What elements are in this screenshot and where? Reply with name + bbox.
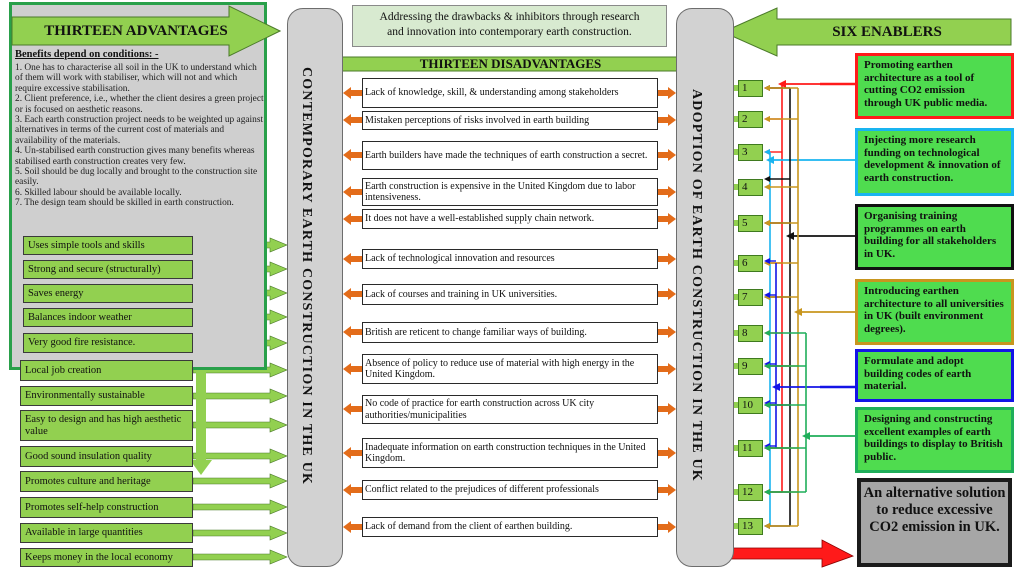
right-arrow-icon (193, 389, 287, 403)
right-arrow-icon (193, 500, 287, 514)
disadvantage-item: Earth construction is expensive in the United Kingdom due to labor intensiveness. (362, 178, 658, 206)
right-arrow-icon (658, 326, 676, 338)
left-arrow-icon (343, 114, 362, 126)
left-arrow-icon (343, 149, 362, 161)
condition-item: 6. Skilled labour should be available locally. (15, 187, 182, 198)
right-arrow-icon (658, 253, 676, 265)
enabler-building-codes: Formulate and adopt building codes of earth material. (855, 349, 1014, 402)
condition-item: 4. Un-stabilised earth construction gives many benefits whereas stabilised earth construction creates very few. (15, 146, 255, 167)
enabler-number-box: 6 (738, 255, 763, 272)
advantage-item: Local job creation (20, 360, 193, 381)
left-arrow-icon (343, 363, 362, 375)
advantage-item: Promotes culture and heritage (20, 471, 193, 492)
arrowhead-icon (764, 489, 770, 495)
arrowhead-icon (764, 330, 770, 336)
research-innovation-line-2: and innovation into contemporary earth construction. (387, 26, 632, 38)
enabler-exemplar-buildings: Designing and constructing excellent examples of earth buildings to display to British public. (855, 407, 1014, 473)
left-arrow-icon (343, 87, 362, 99)
left-arrow-icon (343, 186, 362, 198)
disadvantages-banner-label: THIRTEEN DISADVANTAGES (419, 56, 602, 71)
disadvantage-item: Lack of technological innovation and resources (362, 249, 658, 269)
disadvantage-item: Earth builders have made the techniques of earth construction a secret. (362, 141, 658, 170)
disadvantages-banner (313, 49, 708, 79)
disadvantage-item: British are reticent to change familiar ways of building. (362, 322, 658, 343)
enabler-number-box: 2 (738, 111, 763, 128)
right-arrow-icon (658, 213, 676, 225)
disadvantage-item: Conflict related to the prejudices of different professionals (362, 480, 658, 500)
advantage-item: Very good fire resistance. (23, 333, 193, 353)
arrowhead-icon (764, 116, 770, 122)
enabler-number-box: 12 (738, 484, 763, 501)
enabler-number-box: 11 (738, 440, 763, 457)
right-arrow-icon (658, 114, 676, 126)
arrowhead-icon (764, 523, 770, 529)
advantages-banner (11, 5, 281, 57)
enabler-number-box: 8 (738, 325, 763, 342)
condition-item: 5. Soil should be dug locally and brought to the construction site easily. (15, 167, 258, 188)
left-arrow-icon (343, 484, 362, 496)
advantage-item: Keeps money in the local economy (20, 548, 193, 567)
disadvantage-item: No code of practice for earth construction across UK city authorities/municipalities (362, 395, 658, 424)
disadvantage-item: Mistaken perceptions of risks involved in earth building (362, 111, 658, 130)
enabler-number-box: 5 (738, 215, 763, 232)
disadvantage-item: It does not have a well-established supply chain network. (362, 209, 658, 229)
disadvantage-item: Lack of demand from the client of earthen building. (362, 517, 658, 537)
right-arrow-icon (658, 447, 676, 459)
right-arrow-icon (658, 87, 676, 99)
enablers-banner-label: SIX ENABLERS (832, 23, 942, 40)
left-arrow-icon (343, 213, 362, 225)
conditions-heading: Benefits depend on conditions: - (15, 49, 159, 60)
right-arrow-icon (658, 403, 676, 415)
condition-item: 1. One has to characterise all soil in the UK to understand which of them will work with stabiliser, which will not and which require excessive stabilisation. (15, 63, 257, 94)
contemporary-column (287, 8, 343, 567)
research-innovation-box (352, 5, 667, 47)
condition-item: 7. The design team should be skilled in earth construction. (15, 198, 234, 209)
right-arrow-icon (193, 474, 287, 488)
advantage-item: Saves energy (23, 284, 193, 303)
enabler-public-media: Promoting earthen architecture as a tool of cutting CO2 emission through UK public media. (855, 53, 1014, 119)
advantage-item: Environmentally sustainable (20, 386, 193, 406)
disadvantage-item: Absence of policy to reduce use of material with high energy in the United Kingdom. (362, 354, 658, 384)
advantage-item: Good sound insulation quality (20, 446, 193, 467)
enabler-number-box: 4 (738, 179, 763, 196)
arrowhead-icon (764, 184, 770, 190)
left-arrow-icon (343, 288, 362, 300)
enabler-university-curriculum: Introducing earthen architecture to all universities in UK (built environment degrees). (855, 279, 1014, 345)
outcome-box: An alternative solution to reduce excessive CO2 emission in UK. (857, 478, 1012, 567)
enabler-number-box: 7 (738, 289, 763, 306)
disadvantage-item: Inadequate information on earth construction techniques in the United Kingdom. (362, 438, 658, 468)
advantages-banner-label: THIRTEEN ADVANTAGES (44, 22, 228, 39)
enabler-number-box: 10 (738, 397, 763, 414)
arrowhead-icon (764, 220, 770, 226)
arrowhead-icon (764, 85, 770, 91)
arrowhead-icon (764, 176, 770, 182)
left-arrow-icon (343, 326, 362, 338)
enabler-number-box: 9 (738, 358, 763, 375)
right-arrow-icon (193, 418, 287, 432)
enabler-training-programmes: Organising training programmes on earth building for all stakeholders in UK. (855, 204, 1014, 270)
left-arrow-icon (343, 521, 362, 533)
enablers-banner (722, 7, 1012, 57)
right-arrow-icon (658, 149, 676, 161)
enabler-number-box: 13 (738, 518, 763, 535)
left-arrow-icon (343, 447, 362, 459)
left-arrow-icon (343, 403, 362, 415)
advantage-item: Balances indoor weather (23, 308, 193, 327)
right-arrow-icon (193, 550, 287, 564)
advantage-item: Promotes self-help construction (20, 497, 193, 518)
right-arrow-icon (658, 484, 676, 496)
advantage-item: Easy to design and has high aesthetic value (20, 410, 193, 441)
conditions-list (15, 63, 265, 209)
arrowhead-icon (764, 149, 770, 155)
disadvantage-item: Lack of knowledge, skill, & understanding among stakeholders (362, 78, 658, 108)
advantage-item: Uses simple tools and skills (23, 236, 193, 255)
right-arrow-icon (658, 288, 676, 300)
research-innovation-line-1: Addressing the drawbacks & inhibitors through research (379, 11, 640, 23)
enabler-number-box: 3 (738, 144, 763, 161)
condition-item: 2. Client preference, i.e., whether the client desires a green project or is focused on aesthetic reasons. (15, 94, 264, 115)
adoption-column (676, 8, 734, 567)
left-arrow-icon (343, 253, 362, 265)
enabler-number-box: 1 (738, 80, 763, 97)
adoption-column-label: ADOPTION OF EARTH CONSTRUCTION IN THE UK (689, 89, 704, 482)
contemporary-column-label: CONTEMPORARY EARTH CONSTRUCTION IN THE UK (299, 67, 314, 486)
enabler-research-funding: Injecting more research funding on technological development & innovation of earth construction. (855, 128, 1014, 196)
condition-item: 3. Each earth construction project needs to be weighted up against alternatives in terms of the current cost of materials and availability of the materials. (15, 115, 264, 146)
right-arrow-icon (658, 363, 676, 375)
advantage-item: Available in large quantities (20, 523, 193, 543)
advantage-item: Strong and secure (structurally) (23, 260, 193, 279)
right-arrow-icon (658, 521, 676, 533)
right-arrow-icon (658, 186, 676, 198)
right-arrow-icon (193, 526, 287, 540)
disadvantage-item: Lack of courses and training in UK universities. (362, 284, 658, 305)
